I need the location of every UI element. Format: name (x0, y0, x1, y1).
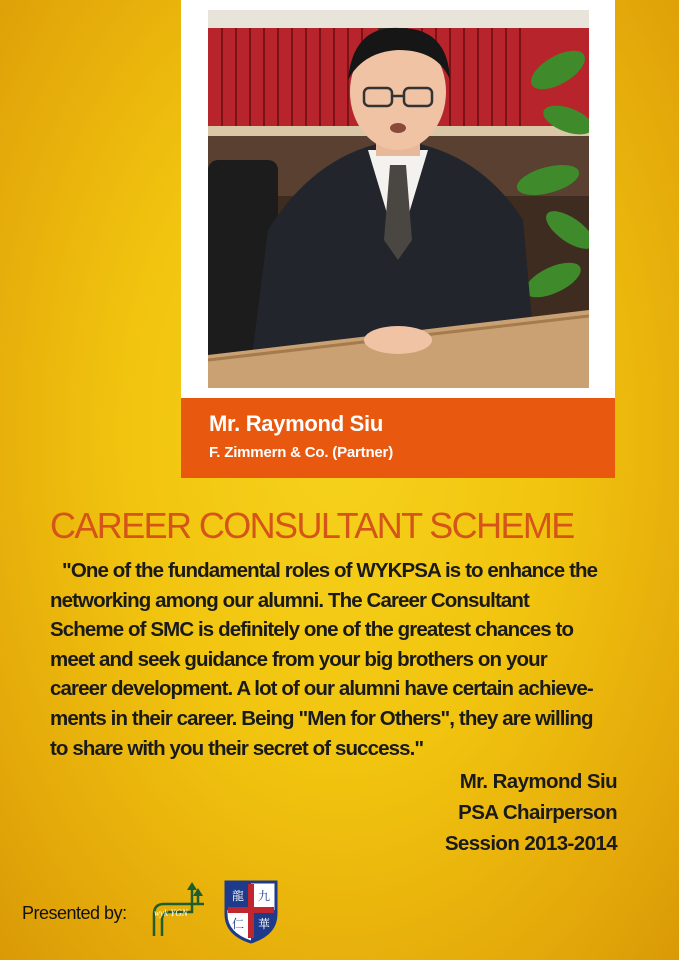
ygn-logo (148, 880, 212, 942)
portrait-name: Mr. Raymond Siu (209, 411, 383, 436)
name-bar (181, 398, 615, 478)
signature-session: Session 2013-2014 (444, 832, 617, 855)
portrait-company: F. Zimmern & Co. (Partner) (209, 444, 393, 461)
quote-line: ments in their career. Being "Men for Others", they are willing (50, 706, 593, 730)
signature-role: PSA Chairperson (458, 801, 617, 824)
signature-block (445, 766, 617, 859)
quote-line: "One of the fundamental roles of WYKPSA is to enhance the (62, 559, 598, 582)
quote-text (50, 556, 630, 763)
crest-char: 仁 (232, 917, 245, 931)
crest-char: 龍 (232, 889, 245, 903)
signature-name: Mr. Raymond Siu (459, 770, 617, 793)
school-crest-logo (222, 878, 280, 946)
quote-line: networking among our alumni. The Career Consultant (50, 588, 529, 612)
ygn-logo-text: wyk YGN (154, 908, 188, 918)
quote-line: Scheme of SMC is definitely one of the greatest chances to (50, 618, 574, 642)
quote-line: to share with you their secret of success." (50, 736, 424, 760)
portrait-frame (181, 0, 615, 398)
quote-line: meet and seek guidance from your big brothers on your (50, 647, 547, 671)
crest-char: 九 (258, 889, 271, 903)
presented-by-label: Presented by: (22, 903, 127, 923)
portrait-photo (208, 10, 589, 388)
quote-line: career development. A lot of our alumni have certain achieve- (50, 677, 593, 701)
portrait-illustration (208, 10, 589, 388)
crest-char: 華 (258, 917, 271, 931)
scheme-title: CAREER CONSULTANT SCHEME (50, 505, 574, 546)
